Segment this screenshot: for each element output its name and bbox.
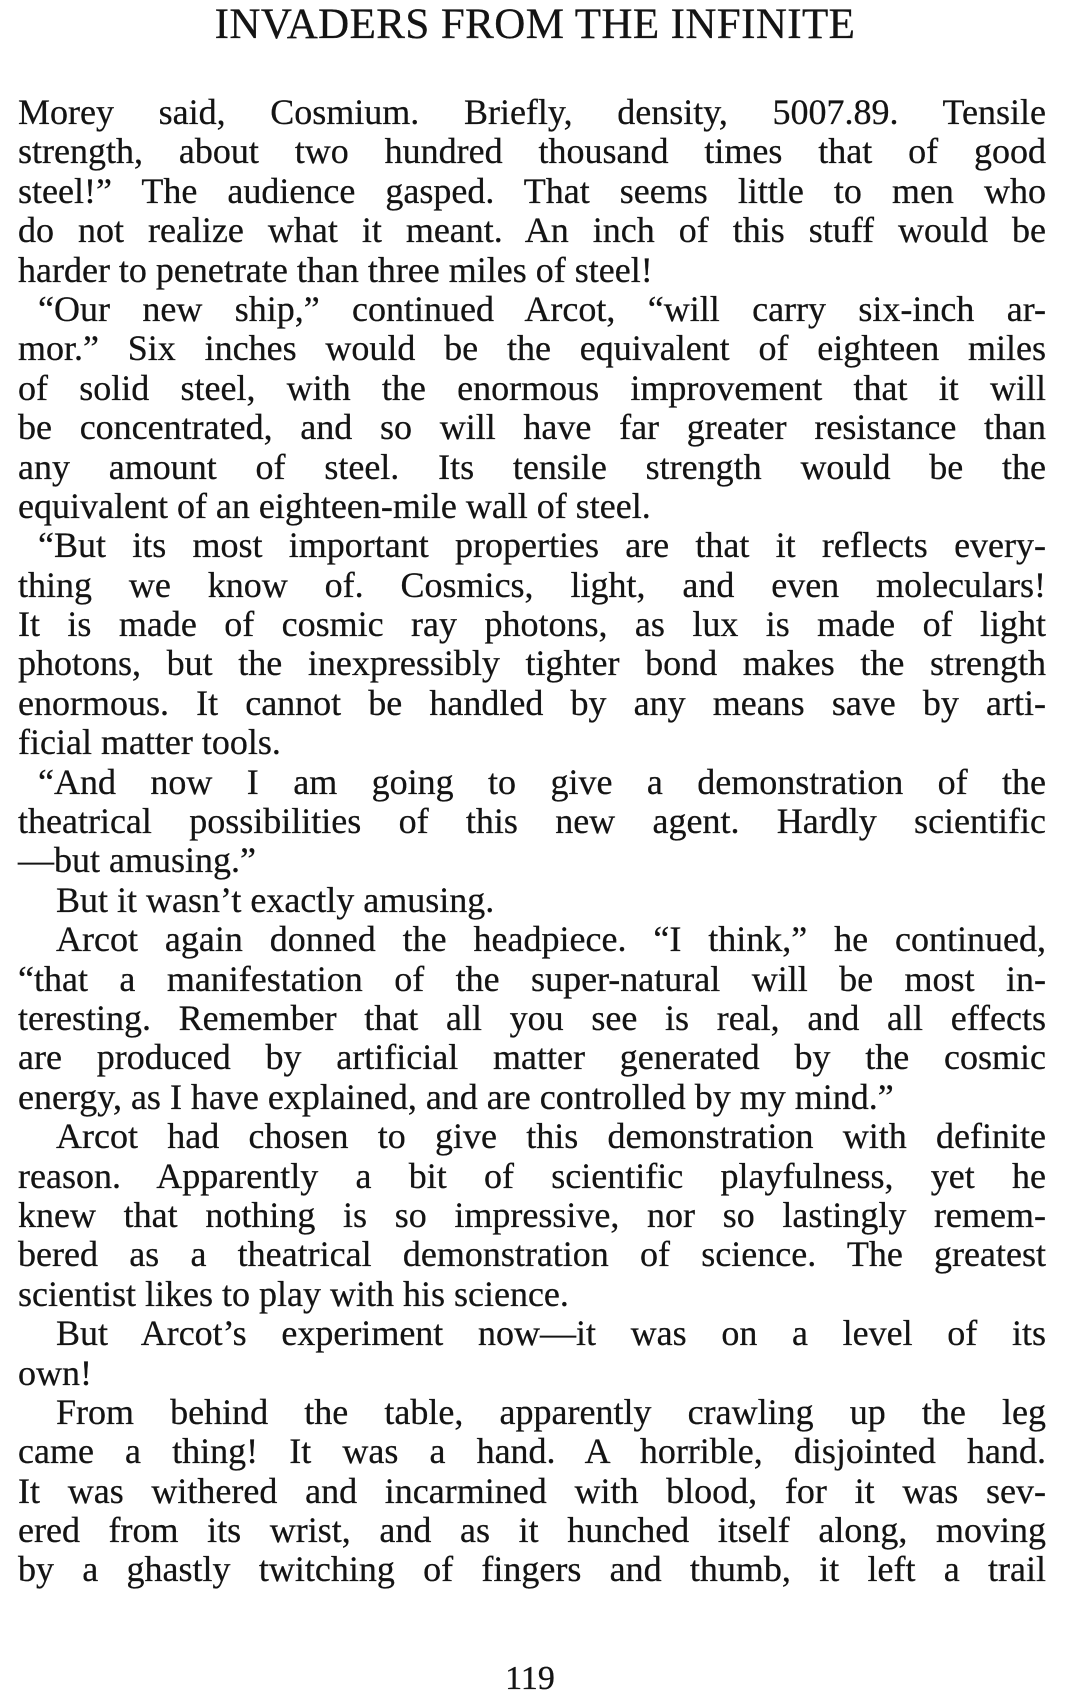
text-line: photons, but the inexpressibly tighter bond makes the strength <box>18 643 1046 684</box>
running-head: INVADERS FROM THE INFINITE <box>214 1 856 48</box>
text-line: ficial matter tools. <box>18 722 281 763</box>
paragraph <box>18 881 1046 920</box>
text-line: It is made of cosmic ray photons, as lux is made of light <box>18 604 1046 645</box>
text-line: “And now I am going to give a demonstration of the <box>38 761 1046 802</box>
text-line: But it wasn’t exactly amusing. <box>56 879 495 920</box>
paragraph <box>18 1393 1046 1590</box>
text-line: by a ghastly twitching of fingers and thumb, it left a trail <box>18 1549 1046 1590</box>
text-line: “But its most important properties are that it reflects every- <box>38 525 1046 566</box>
text-line: thing we know of. Cosmics, light, and even moleculars! <box>18 564 1046 605</box>
text-line: came a thing! It was a hand. A horrible, disjointed hand. <box>18 1431 1046 1472</box>
text-line: do not realize what it meant. An inch of this stuff would be <box>18 210 1046 251</box>
text-line: any amount of steel. Its tensile strength would be the <box>18 446 1046 487</box>
paragraph <box>18 1314 1046 1393</box>
text-line: bered as a theatrical demonstration of science. The greatest <box>18 1234 1046 1275</box>
text-line: “that a manifestation of the super-natural will be most in- <box>18 958 1046 999</box>
text-line: energy, as I have explained, and are controlled by my mind.” <box>18 1076 894 1117</box>
text-line: Arcot had chosen to give this demonstration with definite <box>56 1116 1046 1157</box>
text-line: equivalent of an eighteen-mile wall of steel. <box>18 485 651 526</box>
paragraph <box>18 1117 1046 1314</box>
paragraph <box>18 290 1046 526</box>
text-line: —but amusing.” <box>18 840 256 881</box>
paragraph <box>18 920 1046 1117</box>
text-line: ered from its wrist, and as it hunched itself along, moving <box>18 1510 1046 1551</box>
paragraph <box>18 526 1046 762</box>
text-line: strength, about two hundred thousand times that of good <box>18 131 1046 172</box>
text-line: be concentrated, and so will have far greater resistance than <box>18 407 1046 448</box>
text-line: mor.” Six inches would be the equivalent of eighteen miles <box>18 328 1046 369</box>
text-line: harder to penetrate than three miles of steel! <box>18 249 653 290</box>
text-line: scientist likes to play with his science. <box>18 1273 569 1314</box>
text-line: Morey said, Cosmium. Briefly, density, 5007.89. Tensile <box>18 92 1046 132</box>
text-line: reason. Apparently a bit of scientific playfulness, yet he <box>18 1155 1046 1196</box>
text-line: It was withered and incarmined with blood, for it was sev- <box>18 1470 1046 1511</box>
text-line: knew that nothing is so impressive, nor so lastingly remem- <box>18 1194 1046 1235</box>
text-line: are produced by artificial matter generated by the cosmic <box>18 1037 1046 1078</box>
page-body <box>18 93 1046 1590</box>
text-line: But Arcot’s experiment now—it was on a level of its <box>56 1313 1046 1354</box>
text-line: “Our new ship,” continued Arcot, “will carry six-inch ar- <box>38 288 1046 329</box>
paragraph <box>18 93 1046 290</box>
text-line: enormous. It cannot be handled by any means save by arti- <box>18 682 1046 723</box>
text-line: Arcot again donned the headpiece. “I think,” he continued, <box>56 919 1046 960</box>
page-number: 119 <box>505 1660 555 1696</box>
text-line: own! <box>18 1352 92 1393</box>
paragraph <box>18 763 1046 881</box>
text-line: theatrical possibilities of this new agent. Hardly scientific <box>18 801 1046 842</box>
text-line: From behind the table, apparently crawling up the leg <box>56 1391 1046 1432</box>
text-line: teresting. Remember that all you see is real, and all effects <box>18 997 1046 1038</box>
text-line: steel!” The audience gasped. That seems little to men who <box>18 170 1046 211</box>
text-line: of solid steel, with the enormous improvement that it will <box>18 367 1046 408</box>
